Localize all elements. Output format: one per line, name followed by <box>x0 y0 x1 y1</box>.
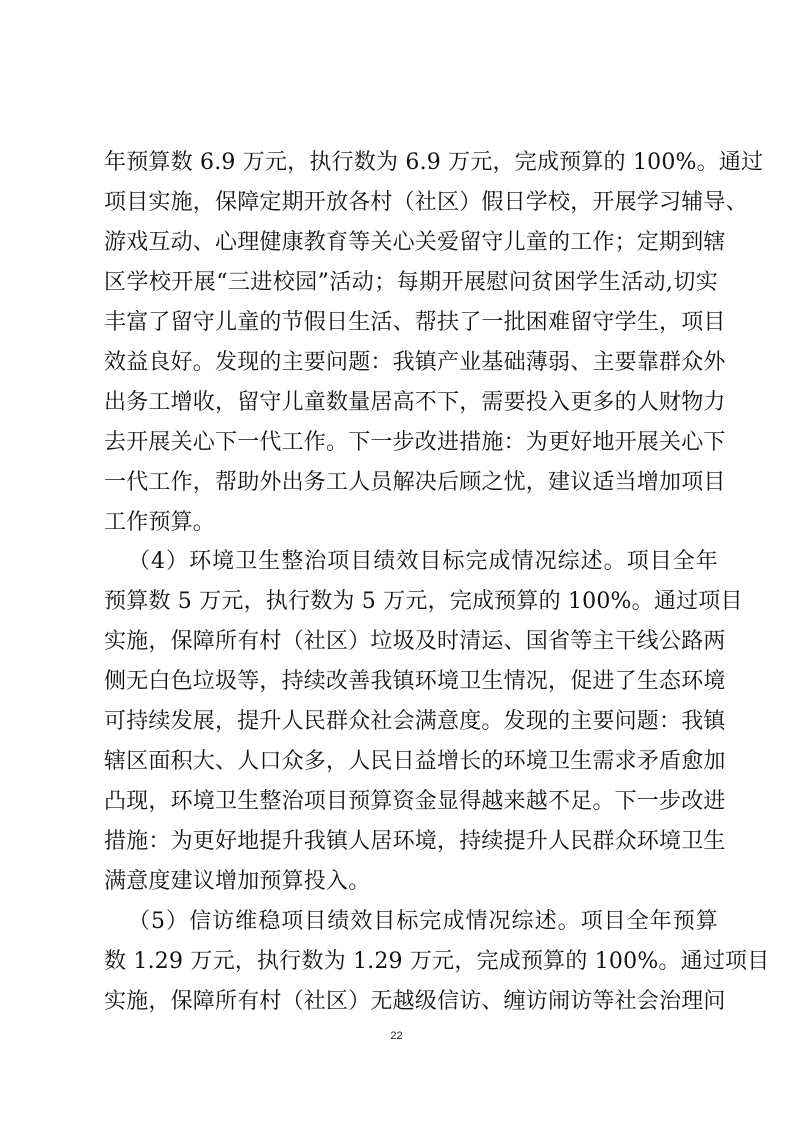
text-line: 效益良好。发现的主要问题：我镇产业基础薄弱、主要靠群众外 <box>104 350 726 375</box>
text-line: 丰富了留守儿童的节假日生活、帮扶了一批困难留守学生，项目 <box>104 310 726 335</box>
paragraph-5-first-line: （5）信访维稳项目绩效目标完成情况综述。项目全年预算 <box>128 909 718 934</box>
text-line: 满意度建议增加预算投入。 <box>104 869 371 894</box>
text-line: 工作预算。 <box>104 510 216 535</box>
text-line: 出务工增收，留守儿童数量居高不下，需要投入更多的人财物力 <box>104 390 726 415</box>
text-line: 项目实施，保障定期开放各村（社区）假日学校，开展学习辅导、 <box>104 190 748 215</box>
text-line: 辖区面积大、人口众多，人民日益增长的环境卫生需求矛盾愈加 <box>104 749 726 774</box>
text-line: 预算数 5 万元，执行数为 5 万元，完成预算的 100%。通过项目 <box>104 589 743 614</box>
text-line: 去开展关心下一代工作。下一步改进措施：为更好地开展关心下 <box>104 430 726 455</box>
text-line: 措施：为更好地提升我镇人居环境，持续提升人民群众环境卫生 <box>104 829 726 854</box>
text-line: 凸现，环境卫生整治项目预算资金显得越来越不足。下一步改进 <box>104 789 726 814</box>
text-line: 可持续发展，提升人民群众社会满意度。发现的主要问题：我镇 <box>104 709 726 734</box>
text-line: 游戏互动、心理健康教育等关心关爱留守儿童的工作；定期到辖 <box>104 230 726 255</box>
text-line: 年预算数 6.9 万元，执行数为 6.9 万元，完成预算的 100%。通过 <box>104 150 764 175</box>
paragraph-4-first-line: （4）环境卫生整治项目绩效目标完成情况综述。项目全年 <box>128 549 718 574</box>
page-number: 22 <box>390 1030 403 1042</box>
text-line: 侧无白色垃圾等，持续改善我镇环境卫生情况，促进了生态环境 <box>104 669 726 694</box>
text-line: 区学校开展“三进校园”活动；每期开展慰问贫困学生活动,切实 <box>104 270 718 295</box>
text-line: 数 1.29 万元，执行数为 1.29 万元，完成预算的 100%。通过项目 <box>104 949 770 974</box>
text-line: 实施，保障所有村（社区）无越级信访、缠访闹访等社会治理问 <box>104 989 726 1014</box>
text-line: 实施，保障所有村（社区）垃圾及时清运、国省等主干线公路两 <box>104 629 726 654</box>
text-line: 一代工作，帮助外出务工人员解决后顾之忧，建议适当增加项目 <box>104 470 726 495</box>
